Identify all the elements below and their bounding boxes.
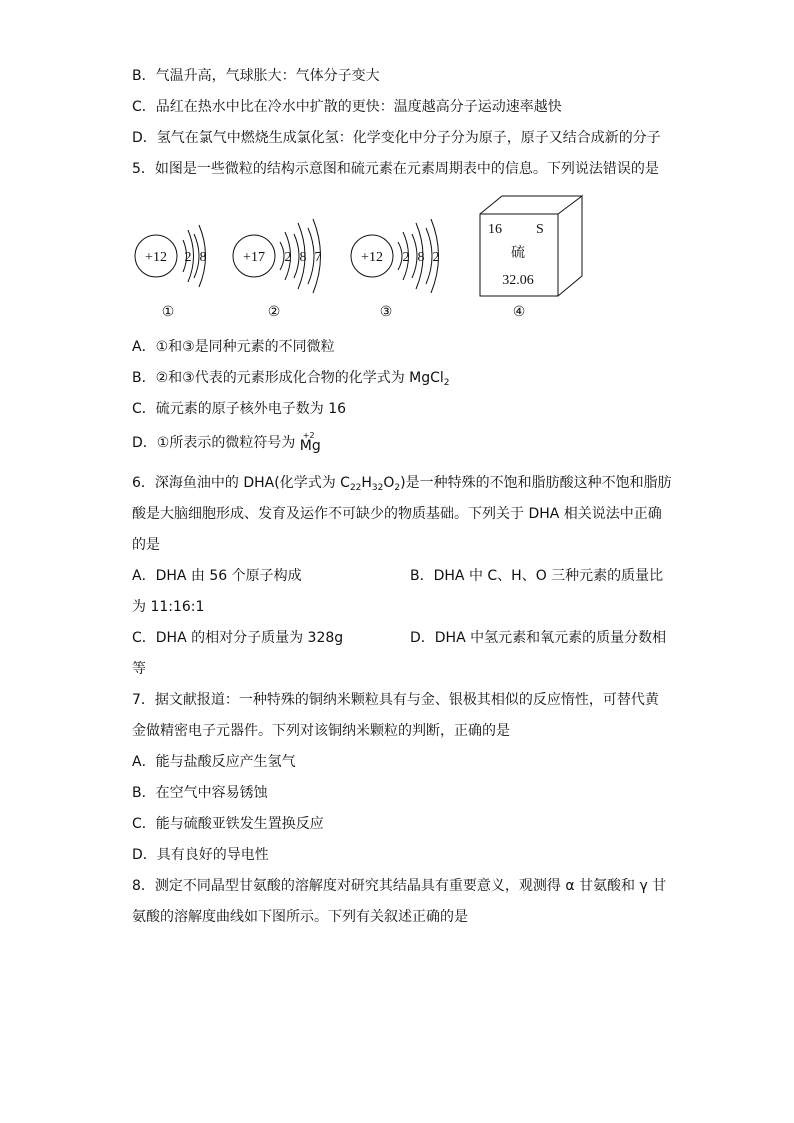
q7-option-b: B．在空气中容易锈蚀 <box>132 785 268 801</box>
q5-option-d <box>132 431 321 454</box>
q6-stem-line1 <box>132 473 672 493</box>
q7-option-c: C．能与硫酸亚铁发生置换反应 <box>132 816 324 832</box>
q4-option-b: B．气温升高，气球胀大：气体分子变大 <box>132 68 380 84</box>
q8-stem-line1: 8．测定不同晶型甘氨酸的溶解度对研究其结晶具有重要意义，观测得 α 甘氨酸和 γ 甘 <box>132 878 667 894</box>
atom1-nucleus-label: +12 <box>145 250 167 265</box>
atom1-shell-2-count: 8 <box>199 250 207 265</box>
atom3-nucleus-label: +12 <box>361 250 383 265</box>
atom2-shell-1-count: 2 <box>284 250 292 265</box>
element-symbol: S <box>536 222 544 237</box>
atom3-shell-3-count: 2 <box>432 250 440 265</box>
atom2-nucleus-label: +17 <box>243 250 265 265</box>
atom3-shell-1-arc <box>398 242 402 270</box>
q6-option-d-cont: 等 <box>132 661 146 677</box>
atom2-shell-2-arc <box>294 234 299 278</box>
q7-option-a: A．能与盐酸反应产生氢气 <box>132 754 296 770</box>
element-box-top <box>480 196 582 214</box>
q6-stem-part-c: O <box>383 475 395 491</box>
figure-label-2: ② <box>267 305 281 320</box>
atom2-shell-3-arc <box>308 228 314 284</box>
q7-stem-line2: 金做精密电子元器件。下列对该铜纳米颗粒的判断，正确的是 <box>132 723 510 739</box>
atom1-shell-2-arc <box>194 234 199 278</box>
q6-stem-line2: 酸是大脑细胞形成、发育及运作不可缺少的物质基础。下列关于 DHA 相关说法中正确 <box>132 506 662 522</box>
figure-label-1: ① <box>161 305 175 320</box>
q6-option-a: A．DHA 由 56 个原子构成 <box>132 568 302 584</box>
figure-label-4: ④ <box>512 305 526 320</box>
atom3-shell-2-arc <box>412 234 417 278</box>
element-atomic-mass: 32.06 <box>502 273 534 288</box>
q6-option-b: B．DHA 中 C、H、O 三种元素的质量比 <box>410 568 664 584</box>
q5-option-d-text: D．①所表示的微粒符号为 <box>132 435 300 451</box>
figure-label-3: ③ <box>379 305 393 320</box>
q5-figure <box>128 192 598 327</box>
mg-ion-charge: +2 <box>302 431 315 440</box>
q8-stem-line2: 氨酸的溶解度曲线如下图所示。下列有关叙述正确的是 <box>132 909 468 925</box>
q5-option-b-subscript: 2 <box>443 378 450 388</box>
element-name: 硫 <box>511 246 525 261</box>
atom3-shell-3-arc <box>426 228 432 284</box>
q5-option-c: C．硫元素的原子核外电子数为 16 <box>132 401 347 417</box>
mg-ion-symbol <box>299 431 321 454</box>
q7-stem-line1: 7．据文献报道：一种特殊的铜纳米颗粒具有与金、银极其相似的反应惰性，可替代黄 <box>132 692 659 708</box>
q4-option-d: D．氢气在氯气中燃烧生成氯化氢：化学变化中分子分为原子，原子又结合成新的分子 <box>132 130 661 146</box>
q6-stem-line3: 的是 <box>132 537 160 553</box>
q6-option-c: C．DHA 的相对分子质量为 328g <box>132 630 344 646</box>
q6-sub-c: 22 <box>349 483 362 493</box>
q7-option-d: D．具有良好的导电性 <box>132 847 269 863</box>
q5-option-a: A．①和③是同种元素的不同微粒 <box>132 339 335 355</box>
q5-option-b <box>132 368 450 388</box>
q6-stem-part-a: 6．深海鱼油中的 DHA(化学式为 C <box>132 475 350 491</box>
atom3-shell-1-count: 2 <box>402 250 410 265</box>
atom2-shell-2-count: 8 <box>299 250 307 265</box>
q5-stem: 5．如图是一些微粒的结构示意图和硫元素在元素周期表中的信息。下列说法错误的是 <box>132 161 659 177</box>
atom2-shell-3-count: 7 <box>314 250 322 265</box>
q6-stem-part-d: )是一种特殊的不饱和脂肪酸这种不饱和脂肪 <box>400 475 672 491</box>
q6-sub-o: 2 <box>394 483 401 493</box>
atom3-shell-2-count: 8 <box>417 250 425 265</box>
mg-ion-base: Mg <box>299 438 321 454</box>
element-atomic-number: 16 <box>488 222 502 237</box>
q6-sub-h: 32 <box>371 483 384 493</box>
q6-option-b-cont: 为 11:16:1 <box>132 599 205 615</box>
q6-option-d: D．DHA 中氢元素和氧元素的质量分数相 <box>410 630 667 646</box>
q4-option-c: C．品红在热水中比在冷水中扩散的更快：温度越高分子运动速率越快 <box>132 99 562 115</box>
atom1-shell-1-count: 2 <box>184 250 192 265</box>
atom2-shell-1-arc <box>280 242 284 270</box>
q6-stem-part-b: H <box>361 475 372 491</box>
q5-option-b-text: B．②和③代表的元素形成化合物的化学式为 MgCl <box>132 370 444 386</box>
